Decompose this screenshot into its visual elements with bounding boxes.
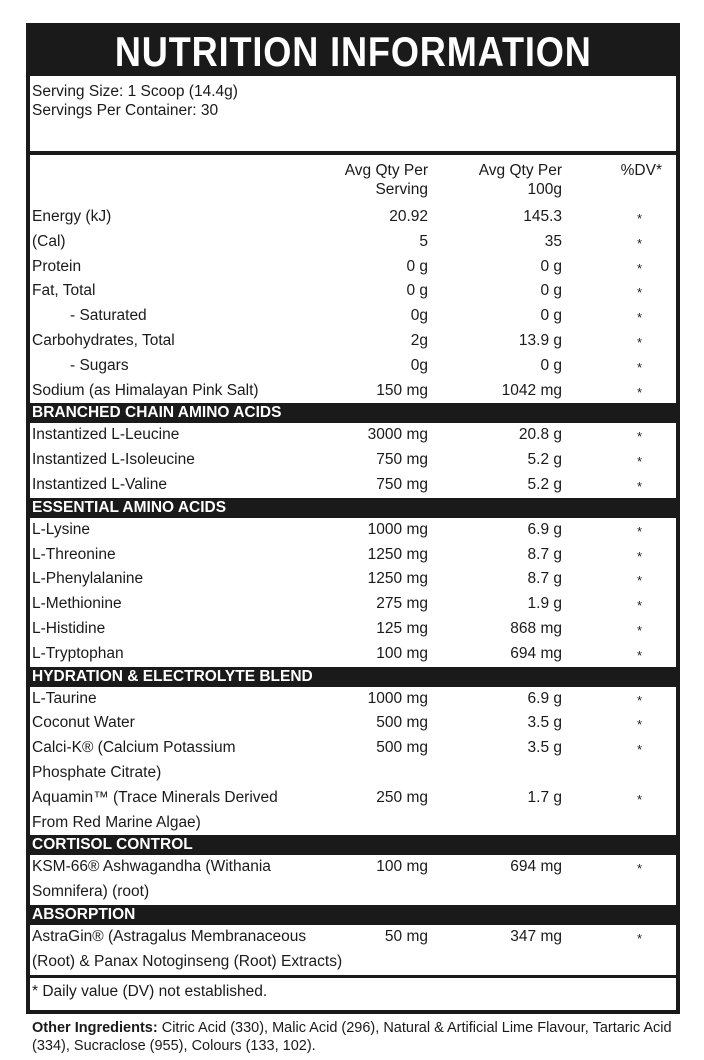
table-row: L-Tryptophan 100 mg 694 mg * — [32, 644, 643, 663]
section-heading-absorption: ABSORPTION — [30, 905, 676, 925]
table-row: L-Lysine 1000 mg 6.9 g * — [32, 520, 643, 539]
table-row: AstraGin® (Astragalus Membranaceous (Root) & Panax Notoginseng (Root) Extracts) 50 mg 347 mg * — [32, 927, 643, 970]
table-row: Sodium (as Himalayan Pink Salt) 150 mg 1042 mg * — [32, 381, 643, 400]
other-ingredients-label: Other Ingredients: — [32, 1020, 158, 1036]
table-row: (Cal) 5 35 * — [32, 232, 643, 251]
table-row: Instantized L-Isoleucine 750 mg 5.2 g * — [32, 451, 643, 470]
table-row: L-Methionine 275 mg 1.9 g * — [32, 595, 643, 614]
page-title: NUTRITION INFORMATION — [114, 28, 592, 75]
column-header-dv: %DV* — [620, 162, 662, 179]
column-header-serving: Avg Qty Per Serving — [344, 162, 428, 198]
table-row: - Saturated 0g 0 g * — [70, 307, 643, 326]
section-heading-eaa: ESSENTIAL AMINO ACIDS — [30, 498, 676, 518]
table-row: Carbohydrates, Total 2g 13.9 g * — [32, 331, 643, 350]
table-row: KSM-66® Ashwagandha (Withania Somnifera) (root) 100 mg 694 mg * — [32, 858, 643, 901]
table-row: L-Histidine 125 mg 868 mg * — [32, 619, 643, 638]
table-row: L-Taurine 1000 mg 6.9 g * — [32, 689, 643, 708]
other-ingredients-text: Citric Acid (330), Malic Acid (296), Natural & Artificial Lime Flavour, Tartaric Acid (334), Sucraclose (955), Colours (133, 102). — [32, 1020, 672, 1054]
section-heading-bcaa: BRANCHED CHAIN AMINO ACIDS — [30, 403, 676, 423]
table-row: Aquamin™ (Trace Minerals Derived From Red Marine Algae) 250 mg 1.7 g * — [32, 788, 643, 831]
table-row: Coconut Water 500 mg 3.5 g * — [32, 714, 643, 733]
table-row: Instantized L-Leucine 3000 mg 20.8 g * — [32, 426, 643, 445]
title-bar — [30, 27, 676, 76]
nutrition-panel — [26, 23, 680, 1014]
table-row: Instantized L-Valine 750 mg 5.2 g * — [32, 475, 643, 494]
serving-size: Serving Size: 1 Scoop (14.4g) — [32, 83, 238, 100]
table-row: Calci-K® (Calcium Potassium Phosphate Citrate) 500 mg 3.5 g * — [32, 739, 643, 781]
table-row: Fat, Total 0 g 0 g * — [32, 282, 643, 301]
other-ingredients — [32, 1019, 692, 1055]
serving-info — [30, 76, 676, 151]
table-row: - Sugars 0g 0 g * — [70, 356, 643, 375]
servings-per-container: Servings Per Container: 30 — [32, 102, 219, 119]
column-header-per100: Avg Qty Per 100g — [478, 162, 562, 198]
footnote: * Daily value (DV) not established. — [32, 982, 268, 1000]
section-heading-hydration: HYDRATION & ELECTROLYTE BLEND — [30, 667, 676, 687]
table-header — [30, 155, 676, 205]
table-row: Energy (kJ) 20.92 145.3 * — [32, 208, 643, 226]
table-row: Protein 0 g 0 g * — [32, 257, 643, 276]
table-row: L-Threonine 1250 mg 8.7 g * — [32, 545, 643, 564]
section-heading-cortisol: CORTISOL CONTROL — [30, 835, 676, 855]
table-row: L-Phenylalanine 1250 mg 8.7 g * — [32, 570, 643, 589]
nutrients-list — [30, 205, 676, 403]
